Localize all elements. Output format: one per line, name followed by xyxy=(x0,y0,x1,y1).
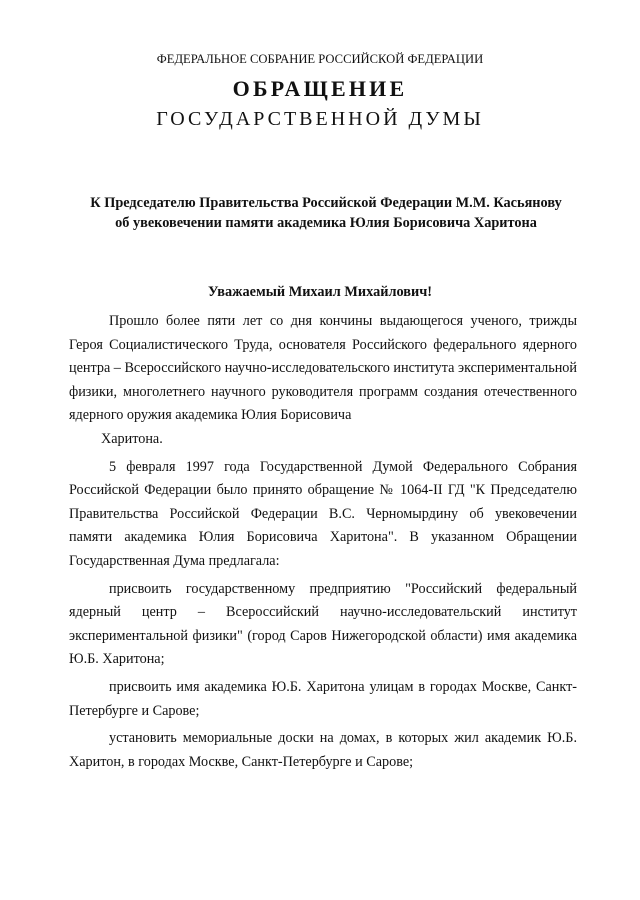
document-subtitle: ГОСУДАРСТВЕННОЙ ДУМЫ xyxy=(156,108,484,130)
addressee-block xyxy=(40,193,612,233)
document-title: ОБРАЩЕНИЕ xyxy=(232,76,408,101)
body-list-item-1: присвоить государственному предприятию "Российский федеральный ядерный центр – Всероссийский научно-исследовательский институт экспериментальной физики" (город Саров Нижегородской области) имя академика Ю.Б. Харитона; xyxy=(69,580,577,668)
body-paragraph-1 xyxy=(69,310,577,452)
addressee-line-1: К Председателю Правительства Российской Федерации М.М. Касьянову xyxy=(90,195,562,211)
body-paragraph-2: 5 февраля 1997 года Государственной Думой Федерального Собрания Российской Федерации было принято обращение № 1064-II ГД "К Председателю Правительства Российской Федерации В.С. Черномырдину об увековечении памяти академика Юлия Борисовича Харитона". В указанном Обращении Государственная Дума предлагала: xyxy=(69,458,577,569)
body-paragraph-1-end: Харитона. xyxy=(101,430,163,447)
body-list-item-3: установить мемориальные доски на домах, в которых жил академик Ю.Б. Харитон, в городах Москве, Санкт-Петербурге и Сарове; xyxy=(69,730,577,770)
salutation: Уважаемый Михаил Михайлович! xyxy=(207,284,433,300)
addressee-line-2: об увековечении памяти академика Юлия Борисовича Харитона xyxy=(115,215,537,231)
document-body xyxy=(69,310,577,778)
body-list-item-2: присвоить имя академика Ю.Б. Харитона улицам в городах Москве, Санкт-Петербурге и Сарове; xyxy=(69,678,577,719)
body-paragraph-1-text: Прошло более пяти лет со дня кончины выдающегося ученого, трижды Героя Социалистического Труда, основателя Российского федерального ядерного центра – Всероссийского научно-исследовательского института экспериментальной физики, многолетнего научного руководителя программ создания отечественного ядерного оружия академика Юлия Борисовича xyxy=(69,313,577,424)
organization-header: ФЕДЕРАЛЬНОЕ СОБРАНИЕ РОССИЙСКОЙ ФЕДЕРАЦИИ xyxy=(156,52,484,66)
